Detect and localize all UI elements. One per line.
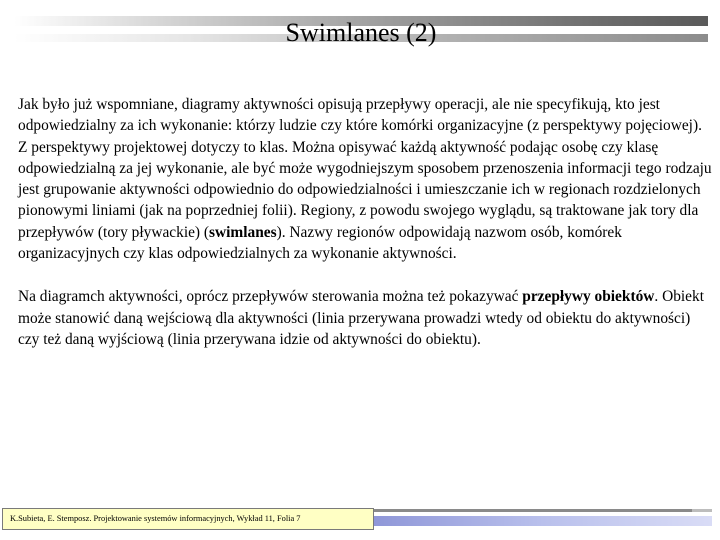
- footer-line-bottom: [374, 516, 712, 526]
- paragraph-2: [18, 286, 712, 350]
- footer-caption: K.Subieta, E. Stemposz. Projektowanie systemów informacyjnych, Wykład 11, Folia 7: [2, 508, 374, 530]
- paragraph-1-text: Jak było już wspomniane, diagramy aktywności opisują przepływy operacji, ale nie specyfikują, kto jest odpowiedzialny za ich wykonanie: którzy ludzie czy które komórki organizacyjne (z perspektywy pojęciowej). Z perspektywy projektowej dotyczy to klas. Można opisywać każdą aktywność podając osobę czy klasę odpowiedzialną za jej wykonanie, ale być może wygodniejszym sposobem przenoszenia informacji tego rodzaju jest grupowanie aktywności odpowiednio do odpowiedzialności i umieszczanie ich w regionach rozdzielonych pionowymi liniami (jak na poprzedniej folii). Regiony, z powodu swojego wyglądu, są traktowane jak tory dla przepływów (tory pływackie) (: [18, 96, 712, 241]
- paragraph-1-bold: swimlanes: [209, 223, 277, 241]
- paragraph-2-end: . Obiekt może stanowić daną wejściową dla aktywności (linia przerywana prowadzi wtedy od obiektu do aktywności) czy też daną wyjściową (linia przerywana idzie od aktywności do obiektu).: [18, 288, 704, 348]
- footer-line-top-end: [692, 509, 712, 512]
- paragraph-1: [18, 94, 712, 264]
- paragraph-2-text: Na diagramch aktywności, oprócz przepływów sterowania można też pokazywać: [18, 288, 523, 306]
- title-bar: [14, 12, 708, 48]
- slide-title: Swimlanes (2): [285, 18, 437, 47]
- paragraph-2-bold: przepływy obiektów: [522, 288, 655, 306]
- slide-body: [18, 94, 712, 350]
- footer-line-top: [374, 509, 692, 512]
- paragraph-1-end: ). Nazwy regionów odpowidają nazwom osób, komórek organizacyjnych czy klas odpowiedzialnych za wykonanie aktywności.: [18, 223, 622, 263]
